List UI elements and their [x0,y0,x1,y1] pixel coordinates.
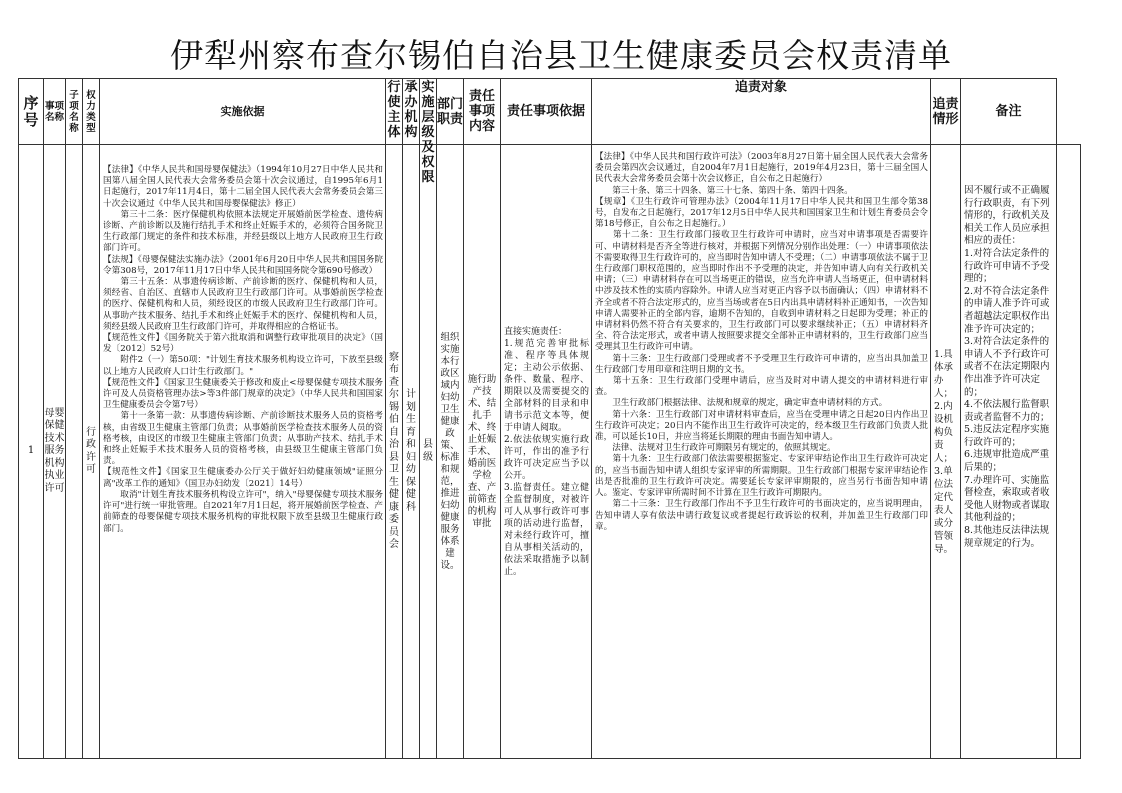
cell-note [1057,145,1081,759]
table-row [19,145,1081,759]
basis-paragraph: 【法规】《母婴保健法实施办法》（2001年6月20日中华人民共和国国务院令第308号，2017年11月17日中华人民共和国国务院令第690号修改） [103,254,383,276]
cell-target: 1.具体承办人；2.内设机构负责人；3.单位法定代表人或分管领导。 [931,145,961,759]
header-undertaker: 承办机构 [403,79,420,145]
situation-paragraph: 7.办理许可、实施监督检查，索取或者收受他人财物或者谋取其他利益的； [964,474,1050,524]
basis-paragraph: 【规范性文件】《国家卫生健康委办公厅关于做好妇幼健康领域"证照分离"改革工作的通知》（国卫办妇幼发〔2021〕14号） [103,467,383,489]
header-duty: 部门职责 [437,79,464,145]
resp-basis-paragraph: 第十五条：卫生行政部门受理申请后，应当及时对申请人提交的申请材料进行审查。 [595,376,928,398]
cell-item-name: 母婴保健技术服务机构执业许可 [44,145,66,759]
resp-basis-paragraph: 【法律】《中华人民共和国行政许可法》（2003年8月27日第十届全国人民代表大会常务委员会第四次会议通过，自2004年7月1日起施行，2019年4月23日，第十三届全国人民代表大会常务委员会第十次会议修正，自公布之日起施行） [595,152,928,185]
responsibility-table [18,78,1081,759]
resp-basis-paragraph: 【规章】《卫生行政许可管理办法》（2004年11月17日中华人民共和国卫生部令第38号，自发布之日起施行，2017年12月5日中华人民共和国国家卫生和计划生育委员会令第18号修正，自公布之日起施行。） [595,196,928,230]
situation-paragraph: 6.违规审批造成严重后果的； [964,449,1050,474]
resp-basis-paragraph: 第二十三条：卫生行政部门作出不予卫生行政许可的书面决定的，应当说明理由，告知申请人享有依法申请行政复议或者提起行政诉讼的权利，并加盖卫生行政部门印章。 [595,499,928,532]
basis-paragraph: 【规范性文件】《国务院关于第六批取消和调整行政审批项目的决定》（国发〔2012〕52号） [103,333,383,355]
header-executor: 行使主体 [386,79,403,145]
situation-paragraph: 2.对不符合法定条件的申请人准予许可或者超越法定职权作出准予许可决定的； [964,285,1050,335]
resp-basis-paragraph: 第十六条：卫生行政部门对申请材料审查后，应当在受理申请之日起20日内作出卫生行政许可决定；20日内不能作出卫生行政许可决定的，经本级卫生行政部门负责人批准，可以延长10日，并应当将延长期限的理由书面告知申请人。 [595,409,928,443]
cell-duty [437,145,464,759]
cell-level: 县级 [420,145,437,759]
resp-basis-paragraph: 卫生行政部门根据法律、法规和规章的规定，确定审查申请材料的方式。 [595,398,888,409]
cell-situation [961,145,1057,759]
cell-resp-basis [592,145,931,759]
basis-paragraph: 第十一条第一款：从事遗传病诊断、产前诊断技术服务人员的资格考核，由省级卫生健康主管部门负责；从事婚前医学检查技术服务人员的资格考核，由设区的市级卫生健康主管部门负责；从事助产技术、结扎手术和终止妊娠手术技术服务人员的资格考核，由县级卫生健康主管部门负责。 [103,411,383,467]
cell-sub-item [66,145,83,759]
cell-power-type: 行政许可 [83,145,100,759]
resp-content-paragraph: 3.监督责任。建立健全监督制度，对被许可人从事行政许可事项的活动进行监督，对未经行政许可，擅自从事相关活动的，依法采取措施予以制止。 [504,483,589,577]
header-note: 备注 [961,79,1057,145]
situation-paragraph: 5.违反法定程序实施行政许可的； [964,424,1050,448]
basis-paragraph: 附件2（一）第50项："计划生育技术服务机构设立许可，下放至县级以上地方人民政府人口计生行政部门。" [103,355,383,377]
header-sub-item: 子项名称 [66,79,83,145]
header-power-type: 权力类型 [83,79,100,145]
situation-paragraph: 8.其他违反法律法规规章规定的行为。 [964,525,1050,549]
resp-basis-paragraph: 法律、法规对卫生行政许可期限另有规定的，依照其规定。 [595,443,836,454]
cell-basis [100,145,386,759]
page-title: 伊犁州察布查尔锡伯自治县卫生健康委员会权责清单 [170,36,952,75]
situation-paragraph: 1.对符合法定条件的行政许可申请不予受理的； [964,247,1050,285]
cell-undertaker: 计划生育和妇幼保健科 [403,145,420,759]
header-seq: 序号 [19,79,44,145]
resp-basis-paragraph: 第十三条：卫生行政部门受理或者不予受理卫生行政许可申请的，应当出具加盖卫生行政部门专用印章和注明日期的文书。 [595,353,928,375]
header-resp-content: 责任事项内容 [464,79,501,145]
basis-paragraph: 【规范性文件】《国家卫生健康委关于修改和废止<母婴保健专项技术服务许可及人员资格管理办法>等3件部门规章的决定》（中华人民共和国国家卫生健康委员会令第7号） [103,377,383,411]
situation-paragraph: 4.不依法履行监督职责或者监督不力的； [964,399,1050,423]
resp-basis-paragraph: 第十二条：卫生行政部门接收卫生行政许可申请时，应当对申请事项是否需要许可、申请材料是否齐全等进行核对，并根据下列情况分别作出处理：（一）申请事项依法不需要取得卫生行政许可的，应当即时告知申请人不受理；（二）申请事项依法不属于卫生行政部门职权范围的，应当即时作出不予受理的决定，并告知申请人向有关行政机关申请；（三）申请材料存在可以当场更正的错误，应当允许申请人当场更正，但申请材料中涉及技术性的实质内容除外。申请人应当对更正内容予以书面确认；（四）申请材料不齐全或者不符合法定形式的，应当当场或者在5日内出具申请材料补正通知书，一次告知申请人需要补正的全部内容，逾期不告知的，自收到申请材料之日起即为受理；补正的申请材料仍然不符合有关要求的，卫生行政部门可以要求继续补正；（五）申请材料齐全、符合法定形式，或者申请人按照要求提交全部补正申请材料的，卫生行政部门应当受理其卫生行政许可申请。 [595,230,928,353]
header-item-name: 事项名称 [44,79,66,145]
cell-resp-content [501,145,592,759]
header-level: 实施层级及权限 [421,79,435,185]
cell-seq: 1 [19,145,44,759]
cell-duty-scope: 施行助产技术、结扎手术、终止妊娠手术、婚前医学检查、产前筛查的机构审批 [464,145,501,759]
basis-paragraph: 第三十二条：医疗保健机构依照本法规定开展婚前医学检查、遗传病诊断、产前诊断以及施行结扎手术和终止妊娠手术的，必须符合国务院卫生行政部门规定的条件和技术标准，并经县级以上地方人民政府卫生行政部门许可。 [103,209,383,254]
resp-basis-paragraph: 第三十条、第三十四条、第三十七条、第四十条、第四十四条。 [595,185,853,196]
header-basis: 实施依据 [100,79,386,145]
resp-basis-paragraph: 第十九条：卫生行政部门依法需要根据鉴定、专家评审结论作出卫生行政许可决定的，应当书面告知申请人组织专家评审的所需期限。卫生行政部门根据专家评审结论作出是否批准的卫生行政许可决定。需要延长专家评审期限的，应当另行书面告知申请人。鉴定、专家评审所需时间不计算在卫生行政许可期限内。 [595,454,928,499]
resp-content-paragraph: 1.规范完善审批标准、程序等具体规定；主动公示依据、条件、数量、程序、期限以及需要提交的全部材料的目录和申请书示范文本等，便于申请人阅取。 [504,339,589,433]
duty-text: 组织实施本行政区域内妇幼卫生健康政策、标准和规范，推进妇幼健康服务体系建设。 [440,331,460,571]
basis-paragraph: 取消"计划生育技术服务机构设立许可"，纳入"母婴保健专项技术服务许可"进行统一审批管理。自2021年7月1日起，将开展婚前医学检查、产前筛查的母婴保健专项技术服务机构的审批权限下放至县级卫生健康行政部门。 [103,489,383,534]
situation-paragraph: 3.对符合法定条件的申请人不予行政许可或者不在法定期限内作出准予许可决定的； [964,336,1050,398]
header-row [19,79,1081,145]
basis-paragraph: 【法律】《中华人民共和国母婴保健法》（1994年10月27日中华人民共和国第八届全国人民代表大会常务委员会第十次会议通过，自1995年6月1日起施行，2017年11月4日，第十二届全国人民代表大会常务委员会第三十次会议通过《中华人民共和国母婴保健法》修正） [103,165,383,209]
header-situation: 追责情形 [931,79,961,145]
header-resp-basis: 责任事项依据 [501,79,592,145]
basis-paragraph: 第三十五条：从事遗传病诊断、产前诊断的医疗、保健机构和人员，须经省、自治区、直辖市人民政府卫生行政部门许可。从事婚前医学检查的医疗、保健机构和人员，须经设区的市级人民政府卫生行政部门许可。从事助产技术服务、结扎手术和终止妊娠手术的医疗、保健机构和人员，须经县级人民政府卫生行政部门许可，并取得相应的合格证书。 [103,277,383,332]
resp-content-paragraph: 2.依法依规实施行政许可，作出的准予行政许可决定应当予以公开。 [504,435,589,481]
situation-paragraph: 因不履行或不正确履行行政职责，有下列情形的，行政机关及相关工作人员应承担相应的责任： [964,185,1050,247]
resp-content-paragraph: 直接实施责任： [504,327,568,337]
header-target: 追责对象 [592,79,931,145]
cell-executor: 察布查尔锡伯自治县卫生健康委员会 [386,145,403,759]
